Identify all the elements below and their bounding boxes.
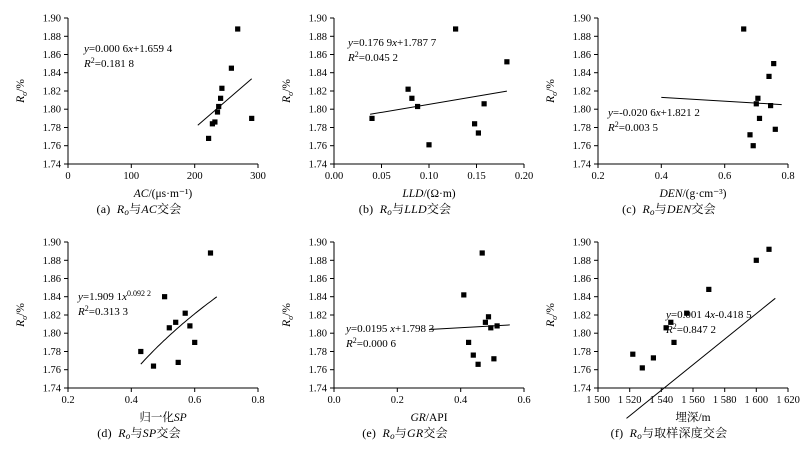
y-tick-label: 1.78 [42,347,61,358]
x-tick-label: 0.20 [514,171,534,182]
y-axis-label [281,79,295,104]
y-tick-label: 1.84 [308,292,327,304]
r2-label: $R^2=0.181$ 8 [84,56,134,70]
y-tick-label: 1.80 [42,104,61,116]
x-tick-label: 1 600 [744,395,769,406]
y-axis-label [15,303,29,328]
caption-y-subscript: o [125,431,131,441]
x-tick-label: 0.05 [372,171,391,182]
data-point [192,340,197,345]
x-tick-label: 0.15 [467,171,486,182]
caption-tail: 交会 [426,202,452,216]
y-axis-label [545,303,559,328]
x-tick-label: 0.10 [419,171,439,182]
svg-text:Ro/%: $R_o/\%$ [15,79,29,103]
data-point [183,311,188,316]
data-point [461,292,466,297]
y-tick-label: 1.74 [308,383,327,395]
x-tick-label: 0.0 [327,395,341,406]
y-tick-label: 1.88 [572,255,591,267]
caption-x-symbol: GR [406,426,424,440]
r2-label: $R^2=0.045$ 2 [348,50,398,64]
data-point [480,250,485,255]
caption-y-symbol: R [118,426,126,440]
data-point [472,121,477,126]
caption-y-subscript: o [124,207,130,217]
y-tick-label: 1.82 [308,86,327,98]
data-point [476,130,481,135]
y-tick-label: 1.78 [308,123,327,134]
x-tick-label: 0.00 [324,171,344,182]
x-tick-label: 0.4 [454,395,468,406]
plot-area-c [536,4,800,202]
x-axis-label: 埋深/m [675,412,711,424]
y-tick-label: 1.90 [42,13,61,25]
r2-label: $R^2=0.000$ 6 [346,336,396,350]
data-point [640,365,645,370]
data-point [173,320,178,325]
data-point [766,74,771,79]
y-tick-label: 1.88 [308,31,327,43]
chart-panel-a [6,4,272,234]
caption-tail: 交会 [691,202,716,216]
x-tick-label: 0.4 [654,171,668,182]
x-tick-label: 0.6 [718,171,732,182]
x-tick-label: 200 [186,171,203,182]
y-tick-label: 1.84 [42,292,61,304]
x-tick-label: 0.2 [591,171,605,182]
caption-y-symbol: R [629,426,638,440]
data-point [751,143,756,148]
chart-panel-f [536,228,800,458]
caption-x-symbol: LLD [404,202,427,216]
svg-text:Ro/%: $R_o/\%$ [545,79,559,103]
data-point [219,86,224,91]
x-axis-label: DEN/(g·cm⁻³) [659,188,727,200]
y-tick-label: 1.80 [572,104,591,116]
y-tick-label: 1.76 [308,365,327,377]
data-point [471,353,476,358]
y-tick-label: 1.76 [42,141,61,153]
data-point [483,320,488,325]
y-tick-label: 1.80 [572,328,591,340]
x-tick-label: 0 [65,171,71,182]
caption-conj: 与 [130,426,143,440]
x-axis-label: LLD/(Ω·m) [402,188,456,200]
chart-caption-e [272,424,538,441]
y-tick-label: 1.74 [572,159,591,171]
trend-line [141,297,217,364]
x-tick-label: 100 [123,171,140,182]
data-point [426,142,431,147]
data-point [747,132,752,137]
caption-y-subscript: o [649,207,655,217]
chart-svg-c [536,4,800,200]
y-tick-label: 1.84 [572,68,591,80]
x-axis-label: 归一化SP [139,412,187,424]
caption-y-symbol: R [379,202,388,216]
data-point [187,323,192,328]
data-point [409,96,414,101]
y-tick-label: 1.74 [308,159,327,171]
y-tick-label: 1.90 [308,237,327,249]
data-point [216,104,221,109]
data-point [754,258,759,263]
x-tick-label: 0.8 [781,171,795,182]
chart-caption-c [536,200,800,217]
data-point [235,26,240,31]
y-tick-label: 1.76 [308,141,327,153]
r2-label: $R^2=0.313$ 3 [78,304,128,318]
equation-label: y=0.001 4x-0.418 5 [666,309,752,321]
y-tick-label: 1.86 [308,274,327,285]
caption-y-subscript: o [387,207,392,217]
caption-y-symbol: R [382,426,391,440]
x-tick-label: 0.6 [517,395,531,406]
chart-panel-c [536,4,800,234]
y-tick-label: 1.78 [308,347,327,358]
data-point [249,116,254,121]
caption-tail: 交会 [702,426,728,440]
plot-area-f [536,228,800,426]
caption-x-symbol: 取样深度 [654,426,703,440]
y-tick-label: 1.78 [572,347,591,358]
data-point [766,247,771,252]
data-point [206,136,211,141]
y-tick-label: 1.90 [308,13,327,25]
plot-area-b [272,4,538,202]
caption-index: (e) [362,426,377,440]
chart-panel-e [272,228,538,458]
data-point [754,101,759,106]
data-point [415,104,420,109]
caption-conj: 与 [654,202,667,216]
x-tick-label: 1 580 [712,395,737,406]
data-point [208,250,213,255]
y-tick-label: 1.86 [308,50,327,61]
r2-label: $R^2=0.847$ 2 [666,322,716,336]
x-tick-label: 1 540 [649,395,674,406]
y-tick-label: 1.82 [308,310,327,322]
data-point [406,87,411,92]
caption-conj: 与 [392,202,405,216]
y-tick-label: 1.78 [572,123,591,134]
trend-line [661,97,781,104]
equation-label: y=0.176 9x+1.787 7 [348,37,437,49]
caption-index: (d) [97,426,112,440]
data-point [476,362,481,367]
caption-conj: 与 [394,426,407,440]
data-point [495,323,500,328]
y-tick-label: 1.76 [42,365,61,377]
data-point [630,352,635,357]
x-tick-label: 1 620 [776,395,800,406]
y-tick-label: 1.74 [42,159,61,171]
svg-text:Ro/%: $R_o/\%$ [281,79,295,103]
caption-index: (c) [622,202,637,216]
data-point [369,116,374,121]
y-tick-label: 1.80 [308,328,327,340]
data-point [771,61,776,66]
data-point [651,355,656,360]
y-tick-label: 1.82 [42,86,61,98]
data-point [671,340,676,345]
chart-svg-d [6,228,272,424]
data-point [466,340,471,345]
svg-text:Ro/%: $R_o/\%$ [545,303,559,327]
equation-label: y=1.909 $1x^{0.092 2}$ [78,289,151,303]
y-tick-label: 1.86 [42,274,61,285]
svg-text:Ro/%: $R_o/\%$ [15,303,29,327]
y-axis-label [15,79,29,104]
caption-index: (f) [610,426,624,440]
data-point [757,116,762,121]
data-point [138,349,143,354]
chart-caption-b [272,200,538,217]
data-point [706,287,711,292]
y-tick-label: 1.88 [42,31,61,43]
y-tick-label: 1.86 [42,50,61,61]
data-point [218,96,223,101]
y-tick-label: 1.80 [42,328,61,340]
chart-panel-d [6,228,272,458]
y-tick-label: 1.78 [42,123,61,134]
caption-y-symbol: R [642,202,650,216]
data-point [486,314,491,319]
y-tick-label: 1.84 [572,292,591,304]
y-tick-label: 1.86 [572,274,591,285]
y-tick-label: 1.82 [572,86,591,98]
y-axis-label [545,79,559,104]
y-tick-label: 1.82 [42,310,61,322]
equation-label: y=0.000 6x+1.659 4 [84,43,173,55]
y-tick-label: 1.80 [308,104,327,116]
y-tick-label: 1.76 [572,365,591,377]
caption-tail: 交会 [157,202,182,216]
x-tick-label: 1 500 [586,395,610,406]
y-tick-label: 1.82 [572,310,591,322]
y-tick-label: 1.90 [42,237,61,249]
r2-label: $R^2=0.003$ 5 [608,120,658,134]
y-tick-label: 1.84 [42,68,61,80]
data-point [755,96,760,101]
chart-caption-d [6,424,272,441]
equation-label: y=-0.020 6x+1.821 2 [608,107,700,119]
caption-x-symbol: SP [142,426,157,440]
caption-y-symbol: R [116,202,125,216]
data-point [504,59,509,64]
caption-conj: 与 [129,202,142,216]
data-point [773,127,778,132]
chart-svg-e [272,228,538,424]
chart-panel-b [272,4,538,234]
y-tick-label: 1.88 [42,255,61,267]
x-tick-label: 0.2 [390,395,404,406]
chart-svg-b [272,4,538,200]
x-tick-label: 0.6 [188,395,202,406]
y-tick-label: 1.74 [42,383,61,395]
caption-y-subscript: o [390,431,395,441]
data-point [741,26,746,31]
y-tick-label: 1.74 [572,383,591,395]
data-point [176,360,181,365]
y-tick-label: 1.88 [308,255,327,267]
caption-x-symbol: DEN [666,202,692,216]
trend-line [198,79,252,126]
caption-index: (b) [358,202,374,216]
data-point [215,109,220,114]
data-point [453,26,458,31]
y-tick-label: 1.84 [308,68,327,80]
data-point [162,294,167,299]
chart-caption-a [6,200,272,217]
y-tick-label: 1.76 [572,141,591,153]
x-tick-label: 1 560 [681,395,705,406]
data-point [151,364,156,369]
data-point [482,101,487,106]
data-point [488,325,493,330]
plot-area-e [272,228,538,426]
svg-text:Ro/%: $R_o/\%$ [281,303,295,327]
x-tick-label: 1 520 [617,395,642,406]
chart-caption-f [536,424,800,441]
caption-x-symbol: AC [141,202,158,216]
x-tick-label: 0.4 [124,395,138,406]
caption-y-subscript: o [637,431,642,441]
data-point [229,66,234,71]
data-point [212,119,217,124]
y-tick-label: 1.90 [572,237,591,249]
data-point [768,103,773,108]
chart-svg-f [536,228,800,424]
x-axis-label: AC/(μs·m⁻¹) [133,188,193,200]
caption-index: (a) [96,202,111,216]
plot-area-d [6,228,272,426]
x-tick-label: 0.2 [61,395,75,406]
chart-svg-a [6,4,272,200]
data-point [491,356,496,361]
data-point [167,325,172,330]
equation-label: y=0.0195 x+1.798 3 [346,323,435,335]
caption-tail: 交会 [156,426,181,440]
caption-tail: 交会 [423,426,448,440]
x-tick-label: 0.8 [251,395,265,406]
y-tick-label: 1.88 [572,31,591,43]
x-axis-label: GR/API [410,412,448,424]
plot-area-a [6,4,272,202]
x-tick-label: 300 [250,171,266,182]
caption-conj: 与 [641,426,655,440]
y-tick-label: 1.90 [572,13,591,25]
y-tick-label: 1.86 [572,50,591,61]
y-axis-label [281,303,295,328]
